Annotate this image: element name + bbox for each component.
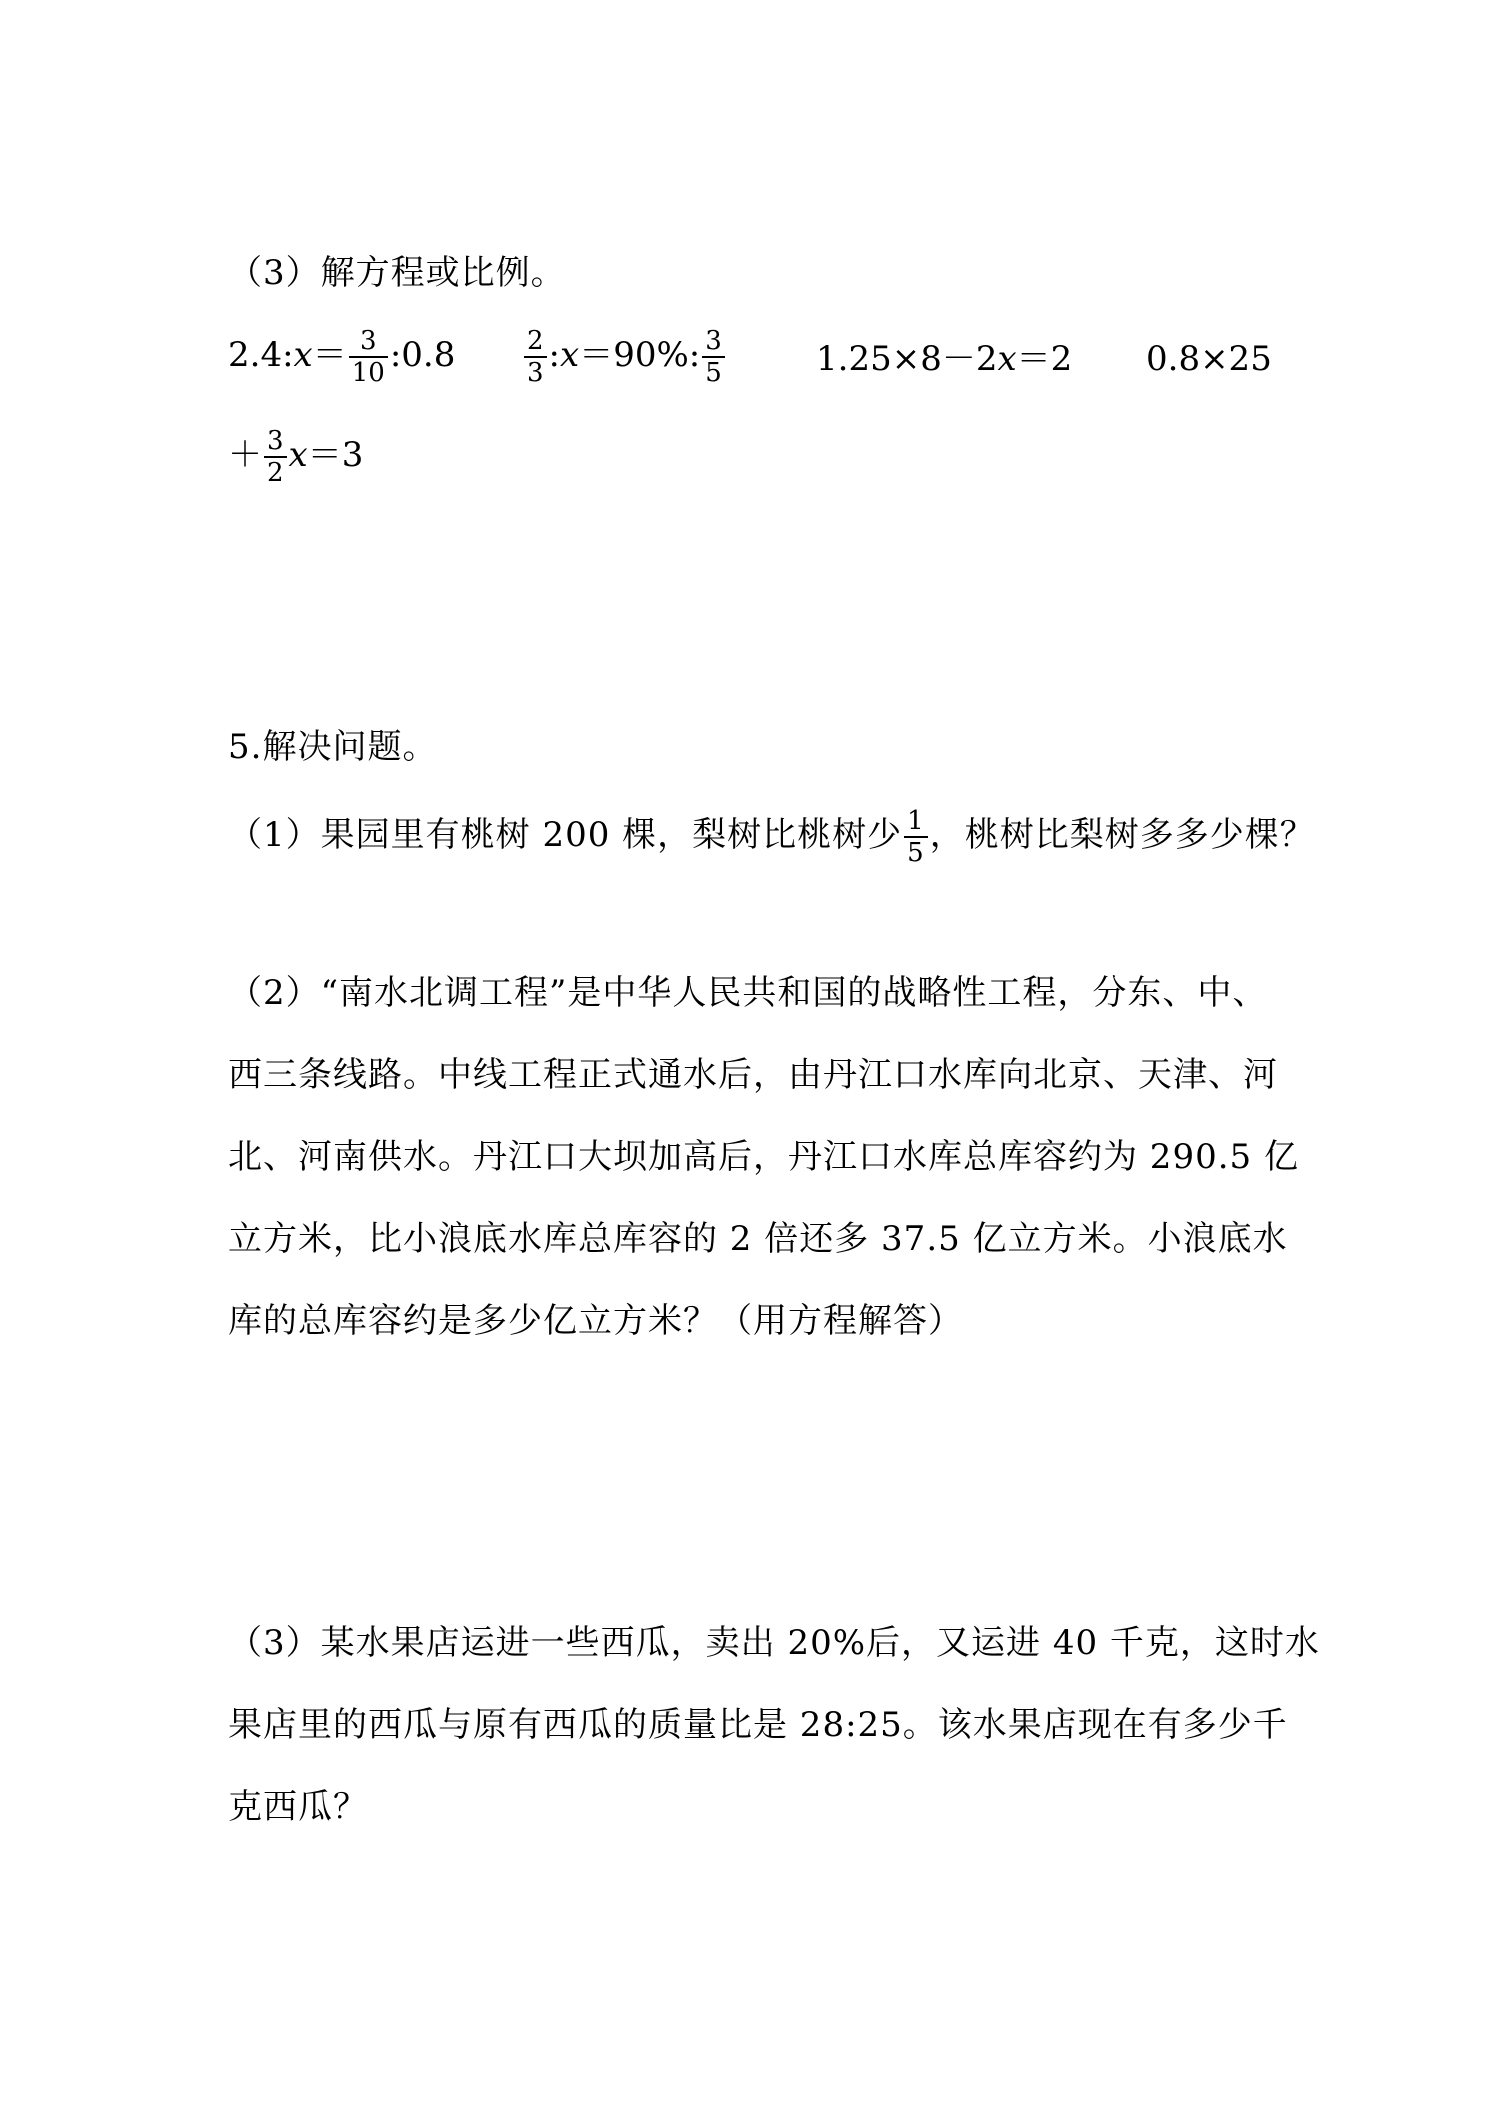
- eq1-fraction: [349, 326, 388, 388]
- eq1-denominator: 10: [351, 358, 385, 388]
- eq2-fraction-1: [524, 326, 547, 388]
- eq1-numerator: 3: [349, 326, 388, 358]
- eq3-variable: x: [997, 339, 1017, 379]
- q2-line-5: 库的总库容约是多少亿立方米？（用方程解答）: [228, 1301, 963, 1341]
- eq2-numerator-2: 3: [702, 326, 725, 358]
- q3-line-1: （3）某水果店运进一些西瓜，卖出 20%后，又运进 40 千克，这时水: [228, 1623, 1320, 1663]
- eq2-denominator-2: 5: [705, 358, 722, 388]
- section3-heading: （3）解方程或比例。: [228, 253, 566, 293]
- eq4-part-a: 0.8×25: [1146, 339, 1272, 379]
- q1-denominator: 5: [907, 838, 925, 868]
- eq3-part-a: 1.25×8－2: [816, 339, 998, 379]
- q2-line-4: 立方米，比小浪底水库总库容的 2 倍还多 37.5 亿立方米。小浪底水: [228, 1219, 1288, 1259]
- eq3-part-b: ＝2: [1016, 339, 1073, 379]
- eq4b-variable: x: [288, 435, 308, 475]
- eq4b-part-b: ＝3: [307, 435, 364, 475]
- eq2-part-b: ＝90%:: [579, 335, 701, 375]
- q2-line-1: （2）“南水北调工程”是中华人民共和国的战略性工程，分东、中、: [228, 973, 1268, 1013]
- eq1-part-c: :0.8: [389, 335, 456, 375]
- eq4b-denominator: 2: [267, 458, 284, 488]
- q1-fraction: [904, 806, 928, 868]
- q1-part-b: ，桃树比梨树多多少棵？: [929, 815, 1315, 855]
- question-1: [228, 806, 1315, 868]
- eq2-denominator-1: 3: [527, 358, 544, 388]
- q1-part-a: （1）果园里有桃树 200 棵，梨树比桃树少: [228, 815, 903, 855]
- eq4b-part-a: ＋: [228, 435, 262, 475]
- equation-4-end: [228, 426, 363, 488]
- q1-numerator: 1: [904, 806, 928, 838]
- section5-heading: 5.解决问题。: [228, 727, 438, 767]
- eq4b-fraction: [264, 426, 287, 488]
- q2-line-3: 北、河南供水。丹江口大坝加高后，丹江口水库总库容约为 290.5 亿: [228, 1137, 1299, 1177]
- eq2-numerator-1: 2: [524, 326, 547, 358]
- q2-line-2: 西三条线路。中线工程正式通水后，由丹江口水库向北京、天津、河: [228, 1055, 1278, 1095]
- eq2-fraction-2: [702, 326, 725, 388]
- equation-4-start: [1146, 336, 1272, 382]
- eq2-variable: x: [560, 335, 580, 375]
- eq1-part-b: ＝: [312, 335, 347, 375]
- eq2-part-a: :: [548, 335, 561, 375]
- eq4b-numerator: 3: [264, 426, 287, 458]
- q3-line-3: 克西瓜？: [228, 1787, 368, 1827]
- equation-3: [816, 336, 1072, 382]
- equation-2: [522, 326, 727, 388]
- q3-line-2: 果店里的西瓜与原有西瓜的质量比是 28:25。该水果店现在有多少千: [228, 1705, 1288, 1745]
- eq1-part-a: 2.4:: [228, 335, 294, 375]
- eq1-variable: x: [293, 335, 313, 375]
- equation-1: [228, 326, 455, 388]
